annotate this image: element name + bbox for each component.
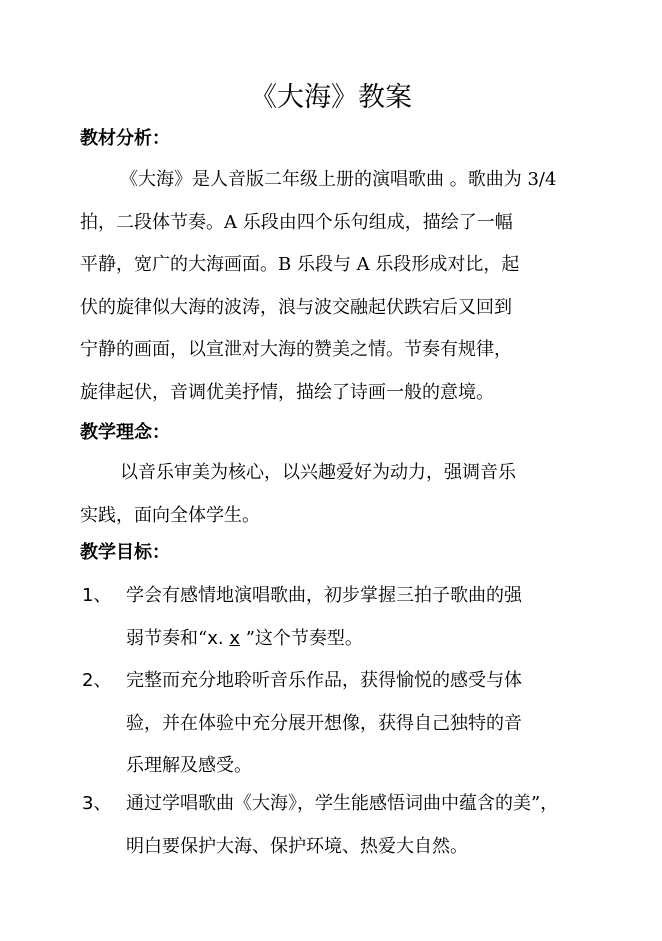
paragraph-line: 旋律起伏，音调优美抒情，描绘了诗画一般的意境。	[80, 381, 494, 403]
paragraph-line: 拍，二段体节奏。A 乐段由四个乐句组成，描绘了一幅	[80, 211, 513, 233]
paragraph-line: 宁静的画面，以宣泄对大海的赞美之情。节奏有规律，	[80, 339, 512, 360]
rhythm-notation: x.	[207, 627, 230, 649]
rhythm-notation-underlined: x	[229, 627, 240, 649]
goal-line: 验，并在体验中充分展开想像，获得自己独特的音	[126, 712, 522, 734]
heading-goals: 教学目标：	[80, 542, 170, 563]
goal-text	[126, 660, 596, 788]
goal-line-part: 弱节奏和“	[126, 627, 208, 649]
paragraph-line: 实践，面向全体学生。	[80, 504, 260, 526]
goal-number: 2、	[82, 670, 112, 691]
goal-line: 通过学唱歌曲《大海》，学生能感悟词曲中蕴含的美”，	[126, 793, 559, 814]
heading-philosophy: 教学理念：	[80, 422, 170, 443]
goal-number: 1、	[82, 585, 112, 606]
document-title: 《大海》教案	[250, 82, 412, 113]
goal-line	[126, 618, 596, 661]
heading-analysis: 教材分析：	[80, 128, 170, 149]
goal-text	[126, 783, 596, 868]
paragraph-line: 以音乐审美为核心，以兴趣爱好为动力，强调音乐	[120, 462, 516, 483]
goal-line: 乐理解及感受。	[126, 755, 252, 776]
paragraph-line: 平静，宽广的大海画面。B 乐段与 A 乐段形成对比，起	[80, 254, 520, 275]
goal-line: 明白要保护大海、保护环境、热爱大自然。	[126, 835, 468, 857]
goal-line: 学会有感情地演唱歌曲，初步掌握三拍子歌曲的强	[126, 585, 522, 606]
goal-text	[126, 575, 596, 660]
paragraph-analysis	[80, 159, 600, 414]
paragraph-line: 《大海》是人音版二年级上册的演唱歌曲 。歌曲为 3/4	[120, 169, 557, 190]
goal-line: 完整而充分地聆听音乐作品，获得愉悦的感受与体	[126, 670, 522, 691]
paragraph-philosophy	[80, 452, 600, 537]
goal-number: 3、	[82, 793, 112, 814]
goal-line-part: ”这个节奏型。	[239, 627, 363, 649]
paragraph-line: 伏的旋律似大海的波涛，浪与波交融起伏跌宕后又回到	[80, 296, 512, 318]
